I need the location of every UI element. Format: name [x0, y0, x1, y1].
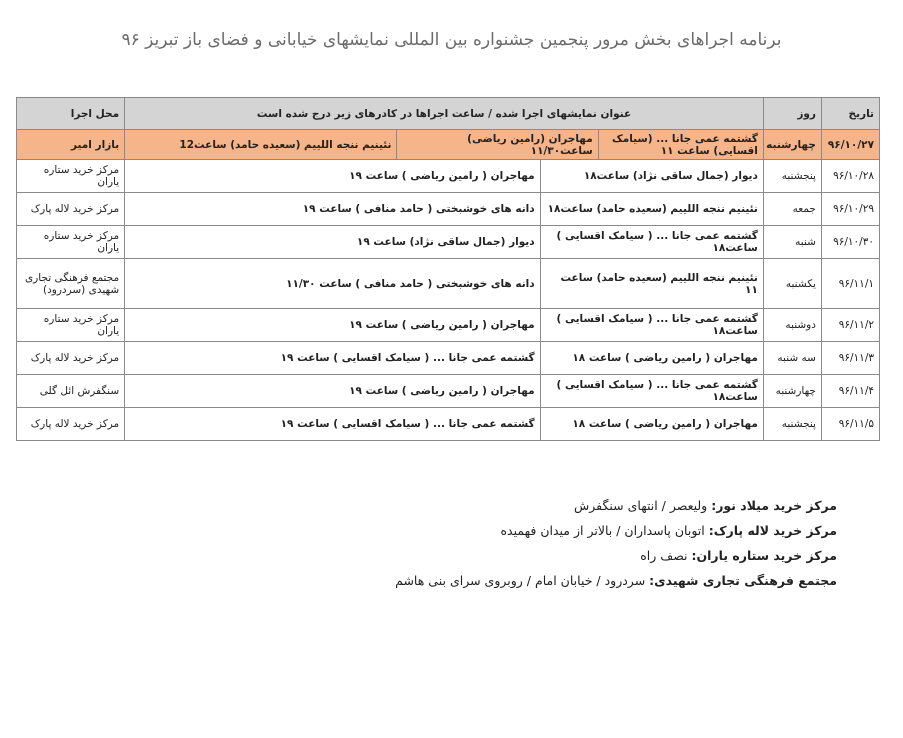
cell-show-1: مهاجران ( رامین ریاضی ) ساعت ۱۸: [540, 342, 763, 375]
cell-day: یکشنبه: [763, 259, 821, 309]
cell-day: چهارشنبه: [763, 130, 821, 160]
cell-show-2: دیوار (جمال ساقی نژاد) ساعت ۱۹: [125, 226, 541, 259]
cell-venue: مرکز خرید لاله پارک: [17, 193, 125, 226]
cell-show-2: مهاجران (رامین ریاضی) ساعت۱۱/۳۰: [397, 130, 598, 160]
cell-date: ۹۶/۱۱/۳: [821, 342, 879, 375]
table-row: [17, 226, 880, 259]
cell-date: ۹۶/۱۱/۲: [821, 309, 879, 342]
cell-venue: مرکز خرید ستاره یاران: [17, 226, 125, 259]
cell-venue: مرکز خرید لاله پارک: [17, 408, 125, 441]
cell-show-1: مهاجران ( رامین ریاضی ) ساعت ۱۸: [540, 408, 763, 441]
note-label: مرکز خرید ستاره یاران:: [691, 548, 837, 563]
note-line: [395, 493, 837, 518]
cell-venue: مرکز خرید ستاره یاران: [17, 309, 125, 342]
header-show: عنوان نمایشهای اجرا شده / ساعت اجراها در کادرهای زیر درج شده است: [125, 98, 764, 130]
note-text: ولیعصر / انتهای سنگفرش: [574, 498, 712, 513]
cell-venue: مجتمع فرهنگی تجاری شهیدی (سردرود): [17, 259, 125, 309]
header-date: تاریخ: [821, 98, 879, 130]
cell-show-1: گشتمه عمی جانا ... (سیامک اقسایی) ساعت ۱۱: [598, 130, 763, 160]
cell-show-1: نئینیم ننجه اللییم (سعیده حامد) ساعت ۱۱: [540, 259, 763, 309]
table-row: [17, 259, 880, 309]
table-row: [17, 408, 880, 441]
cell-day: سه شنبه: [763, 342, 821, 375]
cell-show-1: گشتمه عمی جانا ... ( سیامک اقسایی ) ساعت۱۸: [540, 375, 763, 408]
cell-show-2: دانه های خوشبختی ( حامد منافی ) ساعت ۱۹: [125, 193, 541, 226]
cell-show-2: مهاجران ( رامین ریاضی ) ساعت ۱۹: [125, 160, 541, 193]
table-row: [17, 193, 880, 226]
cell-show-2: مهاجران ( رامین ریاضی ) ساعت ۱۹: [125, 309, 541, 342]
note-label: مرکز خرید میلاد نور:: [711, 498, 837, 513]
header-venue: محل اجرا: [17, 98, 125, 130]
cell-day: دوشنبه: [763, 309, 821, 342]
cell-date: ۹۶/۱۱/۱: [821, 259, 879, 309]
cell-date: ۹۶/۱۰/۳۰: [821, 226, 879, 259]
cell-venue: سنگفرش ائل گلی: [17, 375, 125, 408]
page-title: برنامه اجراهای بخش مرور پنجمین جشنواره بین المللی نمایشهای خیابانی و فضای باز تبریز ۹۶: [121, 30, 782, 50]
cell-date: ۹۶/۱۰/۲۷: [821, 130, 879, 160]
note-line: [395, 543, 837, 568]
note-text: نصف راه: [640, 548, 692, 563]
table-row: [17, 309, 880, 342]
header-day: روز: [763, 98, 821, 130]
cell-show-1: نئینیم ننجه اللییم (سعیده حامد) ساعت۱۸: [540, 193, 763, 226]
cell-day: چهارشنبه: [763, 375, 821, 408]
cell-show-1: دیوار (جمال ساقی نژاد) ساعت۱۸: [540, 160, 763, 193]
note-line: [395, 518, 837, 543]
cell-show-1: گشتمه عمی جانا ... ( سیامک اقسایی ) ساعت۱۸: [540, 309, 763, 342]
cell-date: ۹۶/۱۱/۴: [821, 375, 879, 408]
cell-show-2: گشتمه عمی جانا ... ( سیامک اقسایی ) ساعت ۱۹: [125, 342, 541, 375]
cell-day: شنبه: [763, 226, 821, 259]
venue-addresses: [395, 493, 837, 593]
cell-show-2: دانه های خوشبختی ( حامد منافی ) ساعت ۱۱/۳۰: [125, 259, 541, 309]
cell-show-1: گشتمه عمی جانا ... ( سیامک اقسایی ) ساعت۱۸: [540, 226, 763, 259]
cell-date: ۹۶/۱۰/۲۹: [821, 193, 879, 226]
cell-show-3: نئینیم ننجه اللییم (سعیده حامد) ساعت12: [125, 130, 397, 160]
cell-day: پنجشنبه: [763, 408, 821, 441]
cell-show-2: مهاجران ( رامین ریاضی ) ساعت ۱۹: [125, 375, 541, 408]
cell-venue: بازار امیر: [17, 130, 125, 160]
table-row: [17, 375, 880, 408]
cell-venue: مرکز خرید ستاره یاران: [17, 160, 125, 193]
cell-day: پنجشنبه: [763, 160, 821, 193]
table-row: [17, 342, 880, 375]
note-line: [395, 568, 837, 593]
cell-show-2: گشتمه عمی جانا ... ( سیامک اقسایی ) ساعت ۱۹: [125, 408, 541, 441]
note-label: مجتمع فرهنگی تجاری شهیدی:: [649, 573, 837, 588]
table-header-row: [17, 98, 880, 130]
cell-day: جمعه: [763, 193, 821, 226]
cell-venue: مرکز خرید لاله پارک: [17, 342, 125, 375]
note-text: اتوبان پاسداران / بالاتر از میدان فهمیده: [500, 523, 709, 538]
table-row-highlight: [17, 130, 880, 160]
note-label: مرکز خرید لاله پارک:: [708, 523, 837, 538]
cell-date: ۹۶/۱۱/۵: [821, 408, 879, 441]
note-text: سردرود / خیابان امام / روبروی سرای بنی هاشم: [395, 573, 650, 588]
schedule-table: [16, 97, 880, 441]
table-row: [17, 160, 880, 193]
cell-date: ۹۶/۱۰/۲۸: [821, 160, 879, 193]
